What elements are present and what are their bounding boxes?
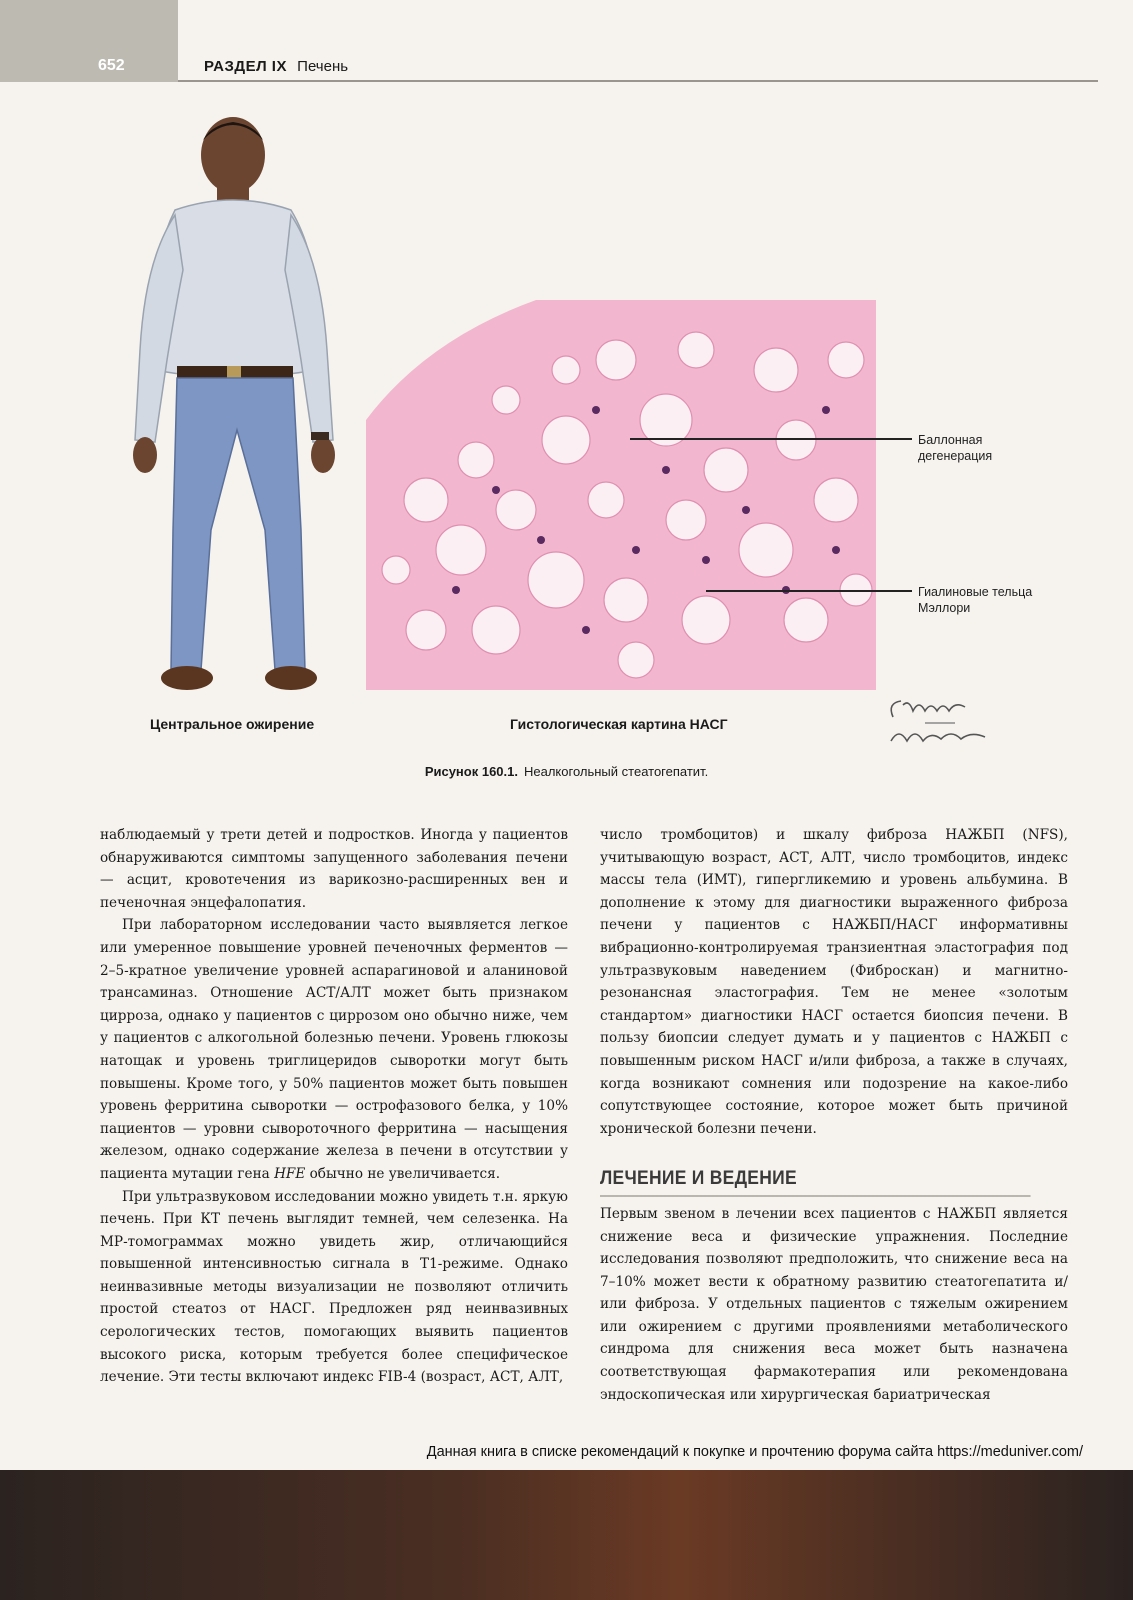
running-head (204, 58, 348, 75)
paragraph: число тромбоцитов) и шкалу фиброза НАЖБП (NFS), учитывающую возраст, АСТ, АЛТ, число тромбоцитов, индекс массы тела (ИМТ), гипергликемию и уровень альбумина. В дополнение к этому для диагностики выраженного фиброза печени у пациентов с НАЖБП/НАСГ информативны вибрационно-контролируемая транзиентная эластография под ультразвуковым наведением (Фиброскан) и магнитно-резонансная эластография. Тем не менее «золотым стандартом» диагностики НАСГ остается биопсия печени. В пользу биопсии следует думать и у пациентов с НАЖБП с повышенным риском НАСГ и/или фиброза, а также в случаях, когда возникают сомнения или подозрение на какое-либо сопутствующее состояние, которое может быть причиной хронической болезни печени. (600, 827, 1068, 1137)
label-central-obesity: Центральное ожирение (150, 716, 315, 732)
paragraph: Первым звеном в лечении всех пациентов с НАЖБП является снижение веса и физические упражнения. Последние исследования позволяют предположить, что снижение веса на 7–10% может вести к обратному развитию стеатогепатита и/или фиброза. У отдельных пациентов с тяжелым ожирением или ожирением с другими проявлениями метаболического синдрома для снижения веса может быть назначена соответствующая фармакотерапия или рекомендована эндоскопическая или хирургическая бариатрическая (600, 1205, 1068, 1403)
paragraph: При ультразвуковом исследовании можно увидеть т.н. яркую печень. При КТ печень выглядит темней, чем селезенка. На МР-томограммах можно увидеть жир, отличающийся повышенной интенсивностью сигнала в Т1-режиме. Однако неинвазивные методы визуализации не позволяют отличить простой стеатоз от НАСГ. Предложен ряд неинвазивных серологических тестов, помогающих выявить пациентов высокого риска, которым требуется более специфическое лечение. Эти тесты включают индекс FIB-4 (возраст, АСТ, АЛТ, (100, 1188, 568, 1386)
paragraph: наблюдаемый у трети детей и подростков. Иногда у пациентов обнаруживаются симптомы запущенного заболевания печени — асцит, кровотечения из варикозно-расширенных вен и печеночная энцефалопатия. (100, 827, 568, 911)
right-text-column (600, 824, 1068, 1406)
left-text-column (100, 824, 568, 1389)
obese-man-illustration (115, 110, 355, 710)
paragraph: При лабораторном исследовании часто выявляется легкое или умеренное повышение уровней печеночных ферментов — 2–5-кратное увеличение уровней аспарагиновой и аланиновой трансаминаз. Отношение АСТ/АЛТ может быть признаком цирроза, однако у пациентов с циррозом оно обычно ниже, чем у пациентов с алкогольной болезнью печени. Уровень глюкозы натощак и уровень триглицеридов сыворотки могут быть повышены. Кроме того, у 50% пациентов может быть повышен уровень ферритина сыворотки — острофазового белка, у 10% пациентов — уровни сывороточного ферритина — насыщения железом, однако содержание железа в печени в отсутствии у пациента мутации гена HFE обычно не увеличивается. (100, 917, 568, 1182)
scan-bottom-band (0, 1470, 1133, 1600)
figure-number: Рисунок 160.1. (424, 764, 518, 779)
callout-mallory: Гиалиновые тельца Мэллори (918, 585, 1033, 615)
header-rule (178, 80, 1098, 82)
artist-signature (885, 695, 995, 750)
section-label: РАЗДЕЛ IX (204, 58, 287, 75)
chapter-label: Печень (297, 58, 349, 75)
figure-caption (0, 764, 1133, 779)
label-nash-histology: Гистологическая картина НАСГ (510, 716, 728, 732)
figure-title: Неалкогольный стеатогепатит. (524, 764, 709, 779)
footer-note: Данная книга в списке рекомендаций к покупке и прочтению форума сайта https://meduniver.com/ (426, 1444, 1083, 1460)
section-heading: ЛЕЧЕНИЕ И ВЕДЕНИЕ (600, 1168, 1031, 1197)
page-number: 652 (98, 57, 125, 74)
page-number-tab (0, 0, 178, 82)
gene-name: HFE (274, 1165, 306, 1182)
callout-line-mallory (706, 590, 912, 592)
callout-line-ballooning (630, 438, 912, 440)
histology-image (366, 300, 876, 690)
callout-ballooning: Баллонная дегенерация (918, 433, 993, 463)
